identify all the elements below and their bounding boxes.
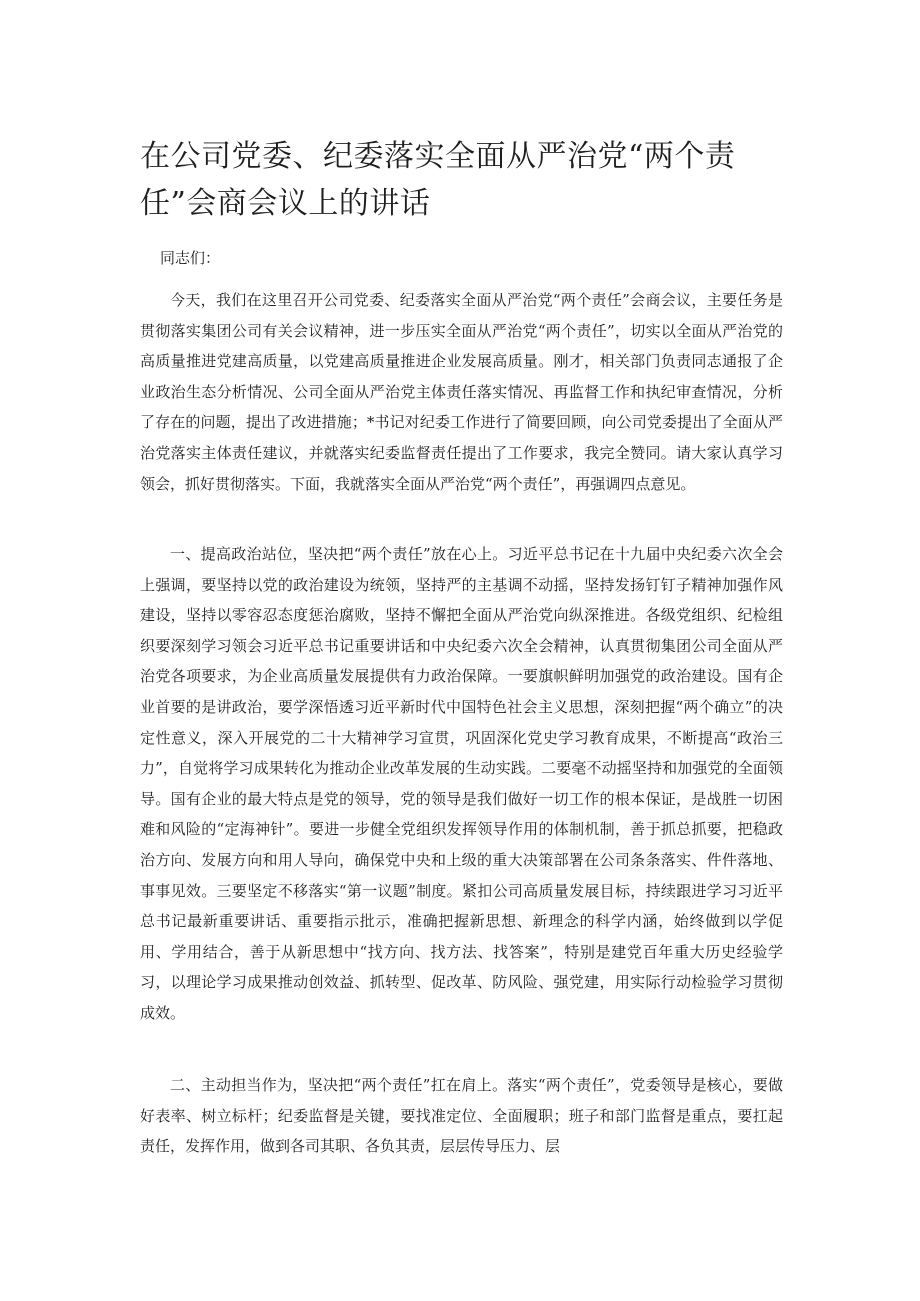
document-title: 在公司党委、纪委落实全面从严治党“两个责任”会商会议上的讲话 (140, 139, 736, 221)
paragraph-intro: 今天，我们在这里召开公司党委、纪委落实全面从严治党“两个责任”会商会议，主要任务是贯彻落实集团公司有关会议精神，进一步压实全面从严治党“两个责任”，切实以全面从严治党的高质量推进党建高质量，以党建高质量推进企业发展高质量。刚才，相关部门负责同志通报了企业政治生态分析情况、公司全面从严治党主体责任落实情况、再监督工作和执纪审查情况，分析了存在的问题，提出了改进措施；*书记对纪委工作进行了简要回顾，向公司党委提出了全面从严治党落实主体责任建议，并就落实纪委监督责任提出了工作要求，我完全赞同。请大家认真学习领会，抓好贯彻落实。下面，我就落实全面从严治党“两个责任”，再强调四点意见。 (140, 291, 783, 493)
paragraph-point-one: 一、提高政治站位，坚决把“两个责任”放在心上。习近平总书记在十九届中央纪委六次全会上强调，要坚持以党的政治建设为统领，坚持严的主基调不动摇，坚持发扬钉钉子精神加强作风建设，坚持以零容忍态度惩治腐败，坚持不懈把全面从严治党向纵深推进。各级党组织、纪检组织要深刻学习领会习近平总书记重要讲话和中央纪委六次全会精神，认真贯彻集团公司全面从严治党各项要求，为企业高质量发展提供有力政治保障。一要旗帜鲜明加强党的政治建设。国有企业首要的是讲政治，要学深悟透习近平新时代中国特色社会主义思想，深刻把握“两个确立”的决定性意义，深入开展党的二十大精神学习宣贯，巩固深化党史学习教育成果，不断提高“政治三力”，自觉将学习成果转化为推动企业改革发展的生动实践。二要毫不动摇坚持和加强党的全面领导。国有企业的最大特点是党的领导，党的领导是我们做好一切工作的根本保证，是战胜一切困难和风险的“定海神针”。要进一步健全党组织发挥领导作用的体制机制，善于抓总抓要，把稳政治方向、发展方向和用人导向，确保党中央和上级的重大决策部署在公司条条落实、件件落地、事事见效。三要坚定不移落实“第一议题”制度。紧扣公司高质量发展目标，持续跟进学习习近平总书记最新重要讲话、重要指示批示，准确把握新思想、新理念的科学内涵，始终做到以学促用、学用结合，善于从新思想中“找方向、找方法、找答案”，特别是建党百年重大历史经验学习，以理论学习成果推动创效益、抓转型、促改革、防风险、强党建，用实际行动检验学习贯彻成效。 (140, 545, 783, 1022)
salutation: 同志们： (160, 249, 221, 267)
paragraph-point-two: 二、主动担当作为，坚决把“两个责任”扛在肩上。落实“两个责任”，党委领导是核心，要做好表率、树立标杆；纪委监督是关键，要找准定位、全面履职；班子和部门监督是重点，要扛起责任，发挥作用，做到各司其职、各负其责，层层传导压力、层 (140, 1076, 783, 1156)
